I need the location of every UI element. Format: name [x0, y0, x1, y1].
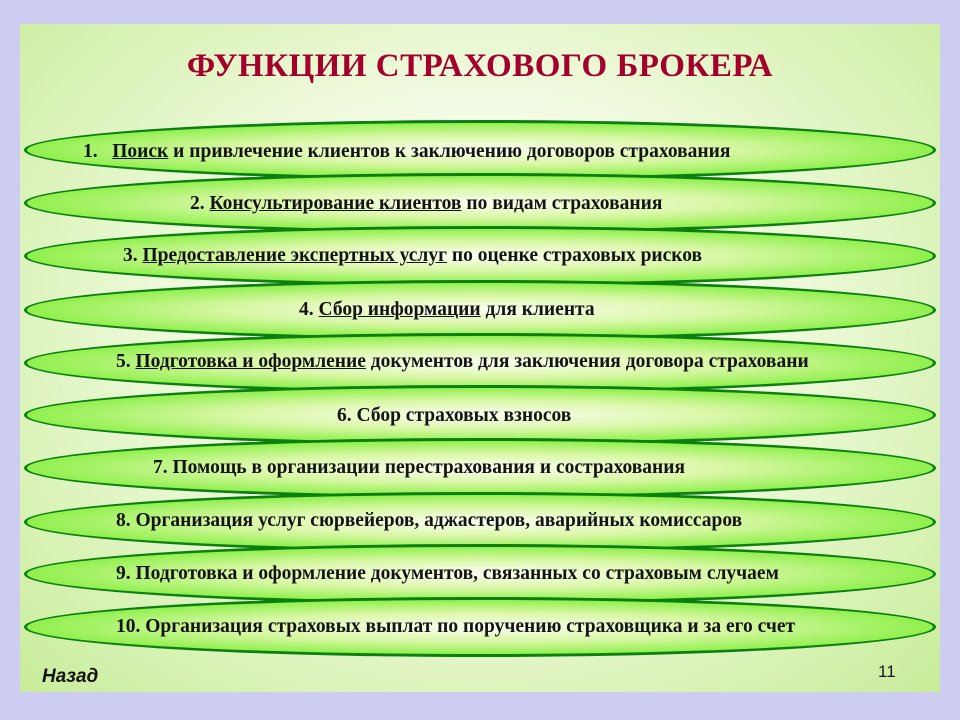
item-6-number: 6.: [337, 405, 352, 426]
item-9: [116, 562, 779, 586]
item-7-number: 7.: [153, 457, 168, 478]
item-1-number: 1.: [83, 141, 98, 162]
item-10: [116, 615, 795, 639]
item-2-text: по видам страхования: [461, 193, 663, 214]
item-4-text: для клиента: [480, 299, 595, 320]
item-5-text: документов для заключения договора страховани: [365, 351, 809, 372]
item-1: [83, 140, 730, 164]
item-10-number: 10.: [116, 616, 141, 637]
item-10-text: Организация страховых выплат по поручению страховщика и за его счет: [145, 616, 796, 637]
item-3-text: по оценке страховых рисков: [446, 245, 703, 266]
item-5-number: 5.: [116, 351, 131, 372]
item-4-keyword: Сбор информации: [318, 299, 481, 320]
item-3-number: 3.: [123, 245, 138, 266]
item-7-text: Помощь в организации перестрахования и сострахования: [172, 457, 686, 478]
back-link[interactable]: Назад: [42, 666, 99, 687]
item-7: [153, 456, 685, 480]
item-4-number: 4.: [299, 299, 314, 320]
item-1-keyword: Поиск: [112, 141, 169, 162]
item-4: [299, 298, 595, 322]
page-number: 11: [878, 662, 896, 681]
item-2-number: 2.: [190, 193, 205, 214]
item-5-keyword: Подготовка и оформление: [135, 351, 366, 372]
item-2: [190, 192, 662, 216]
item-2-keyword: Консультирование клиентов: [209, 193, 462, 214]
item-9-text: Подготовка и оформление документов, связанных со страховым случаем: [135, 563, 779, 584]
item-1-text: и привлечение клиентов к заключению договоров страхования: [168, 141, 731, 162]
item-5: [116, 350, 809, 374]
item-8-text: Организация услуг сюрвейеров, аджастеров, аварийных комиссаров: [135, 510, 743, 531]
item-6: [337, 404, 571, 428]
item-8: [116, 509, 742, 533]
item-3-keyword: Предоставление экспертных услуг: [142, 245, 447, 266]
item-9-number: 9.: [116, 563, 131, 584]
slide-title: ФУНКЦИИ СТРАХОВОГО БРОКЕРА: [186, 48, 774, 84]
item-3: [123, 244, 702, 268]
item-6-text: Сбор страховых взносов: [356, 405, 572, 426]
item-8-number: 8.: [116, 510, 131, 531]
